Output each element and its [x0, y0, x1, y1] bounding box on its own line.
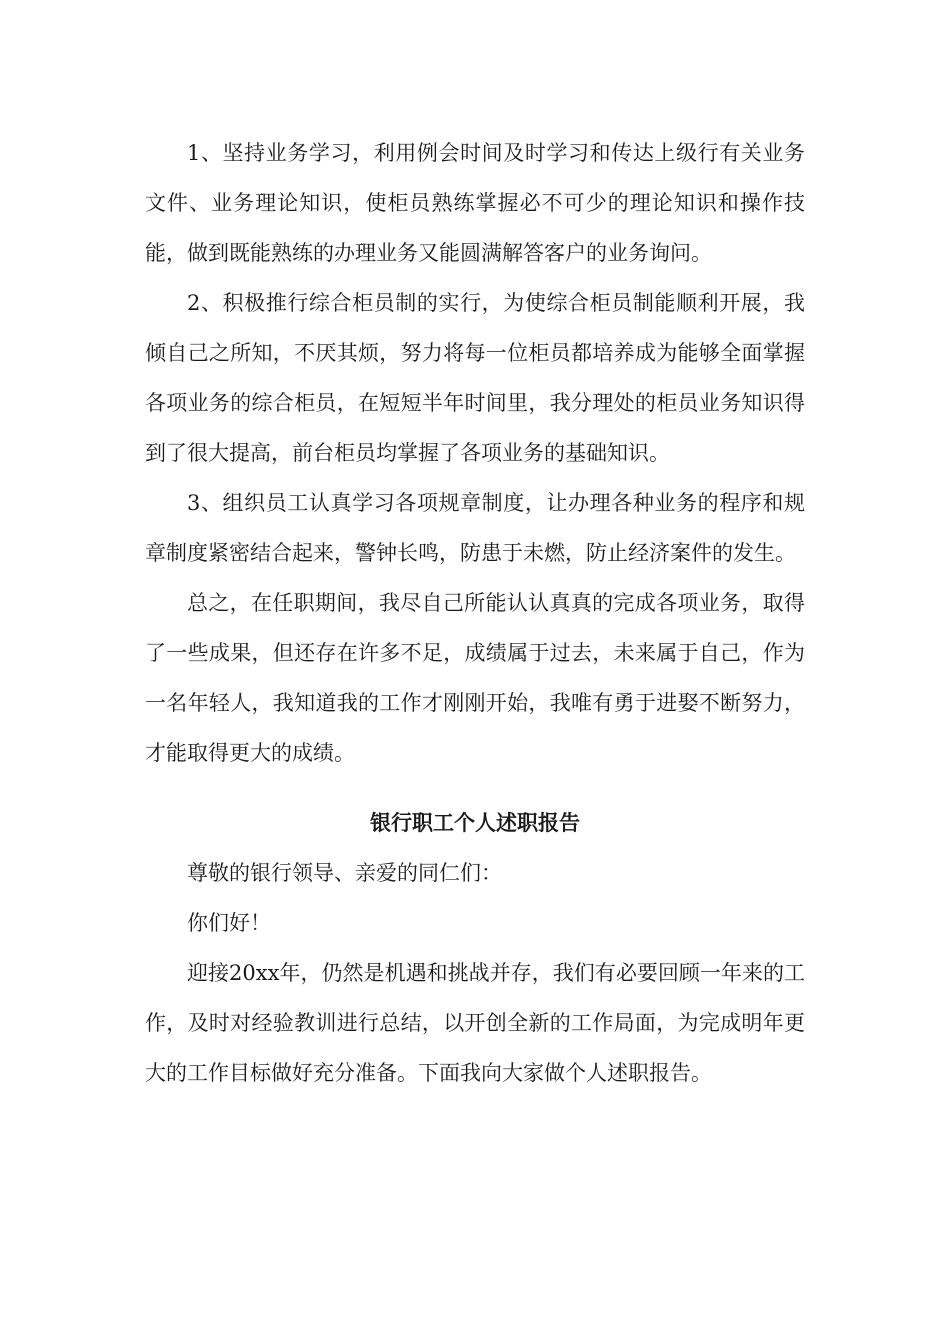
section-title: 银行职工个人述职报告: [370, 810, 580, 835]
document-body: [145, 128, 805, 1098]
paragraph-teller-system: 2、积极推行综合柜员制的实行，为使综合柜员制能顺利开展，我倾自己之所知，不厌其烦，努力将每一位柜员都培养成为能够全面掌握各项业务的综合柜员，在短短半年时间里，我分理处的柜员业务知识得到了很大提高，前台柜员均掌握了各项业务的基础知识。: [145, 291, 805, 465]
paragraph-intro: 迎接20xx年，仍然是机遇和挑战并存，我们有必要回顾一年来的工作，及时对经验教训进行总结，以开创全新的工作局面，为完成明年更大的工作目标做好充分准备。下面我向大家做个人述职报告。: [145, 961, 805, 1085]
paragraph-regulations: 3、组织员工认真学习各项规章制度，让办理各种业务的程序和规章制度紧密结合起来，警钟长鸣，防患于未燃，防止经济案件的发生。: [145, 491, 805, 565]
paragraph-summary: 总之，在任职期间，我尽自己所能认认真真的完成各项业务，取得了一些成果，但还存在许多不足，成绩属于过去，未来属于自己，作为一名年轻人，我知道我的工作才刚刚开始，我唯有勇于进娶不断努力，才能取得更大的成绩。: [145, 591, 805, 765]
paragraph-greeting: 你们好！: [187, 911, 271, 935]
paragraph-salutation: 尊敬的银行领导、亲爱的同仁们：: [187, 861, 502, 885]
paragraph-study: 1、坚持业务学习，利用例会时间及时学习和传达上级行有关业务文件、业务理论知识，使柜员熟练掌握必不可少的理论知识和操作技能，做到既能熟练的办理业务又能圆满解答客户的业务询问。: [145, 141, 805, 265]
